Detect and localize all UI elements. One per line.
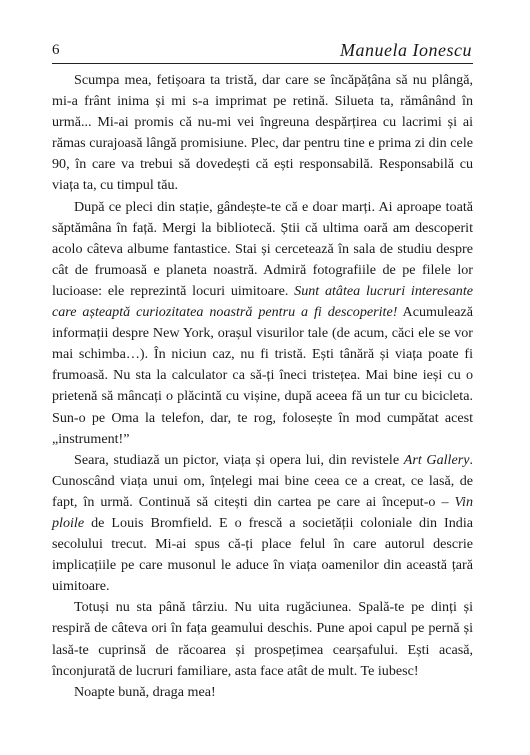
header-rule [52, 63, 473, 64]
paragraph-2-text-c: Acumulează informații despre New York, orașul visurilor tale (de acum, căci ele se vor mai schimba…). În niciun caz, nu fi tristă. Ești tânără și viața poate fi frumoasă. Nu sta la calculator ca să-ți îneci tristețea. Mai bine ieși cu o prietenă să mâncați o plăcintă cu vișine, după aceea fă un tur cu bicicleta. Sun-o pe Oma la telefon, dar, te rog, folosește în mod cumpătat acest „instrument!” [52, 304, 473, 447]
page-number: 6 [52, 42, 60, 58]
book-title: Vin ploile [52, 493, 473, 531]
paragraph-4: Totuși nu sta până târziu. Nu uita rugăciunea. Spală-te pe dinți și respiră de câteva ori în fața geamului deschis. Pune apoi capul pe pernă și lasă-te cuprinsă de răcoarea și prospețimea cearșafului. Ești acasă, înconjurată de lucruri familiare, asta face atât de mult. Te iubesc! [52, 599, 473, 679]
paragraph-2-text-a: După ce pleci din stație, gândește-te că e doar marți. Ai aproape toată săptămâna în față. Mergi la bibliotecă. Știi că ultima oară am descoperit acolo câteva albume fantastice. Stai și cercetează în sala de studiu despre cât de frumoasă e planeta noastră. Admiră fotografiile de pe filele lor lucioase: ele reprezintă locuri uimitoare. [52, 198, 473, 299]
body-text [52, 70, 473, 703]
paragraph-1: Scumpa mea, fetișoara ta tristă, dar care se încăpățâna să nu plângă, mi-a frânt inima și mi s-a imprimat pe retină. Silueta ta, rămânând în urmă... Mi-ai promis că nu-mi vei îngreuna despărțirea cu lacrimi și ai rămas curajoasă lângă promisiune. Plec, dar pentru tine e prima zi din cele 90, în care va trebui să dovedești că ești responsabilă. Responsabilă cu viața ta, cu timpul tău. [52, 72, 473, 194]
paragraph-3-text-e: de Louis Bromfield. E o frescă a societății coloniale din India secolului trecut. Mi-ai spus că-ți place felul în care autorul descrie implicațiile pe care musonul le aduce în viața oamenilor din această țară uimitoare. [52, 514, 473, 595]
paragraph-3-text-c: . Cunoscând viața unui om, înțelegi mai bine ceea ce a creat, ce lasă, de fapt, în urmă. Continuă să citești din cartea pe care ai început-o – [52, 451, 473, 510]
closing-line: Noapte bună, draga mea! [74, 683, 216, 700]
magazine-title: Art Gallery [403, 451, 470, 468]
running-head-author: Manuela Ionescu [340, 40, 472, 60]
paragraph-2 [52, 197, 473, 450]
paragraph-3-text-a: Seara, studiază un pictor, viața și opera lui, din revistele [74, 451, 404, 468]
paragraph-2-italic-quote: Sunt atâtea lucruri interesante care așteaptă curiozitatea noastră pentru a fi descoperite! [52, 282, 474, 321]
paragraph-3 [52, 450, 473, 598]
